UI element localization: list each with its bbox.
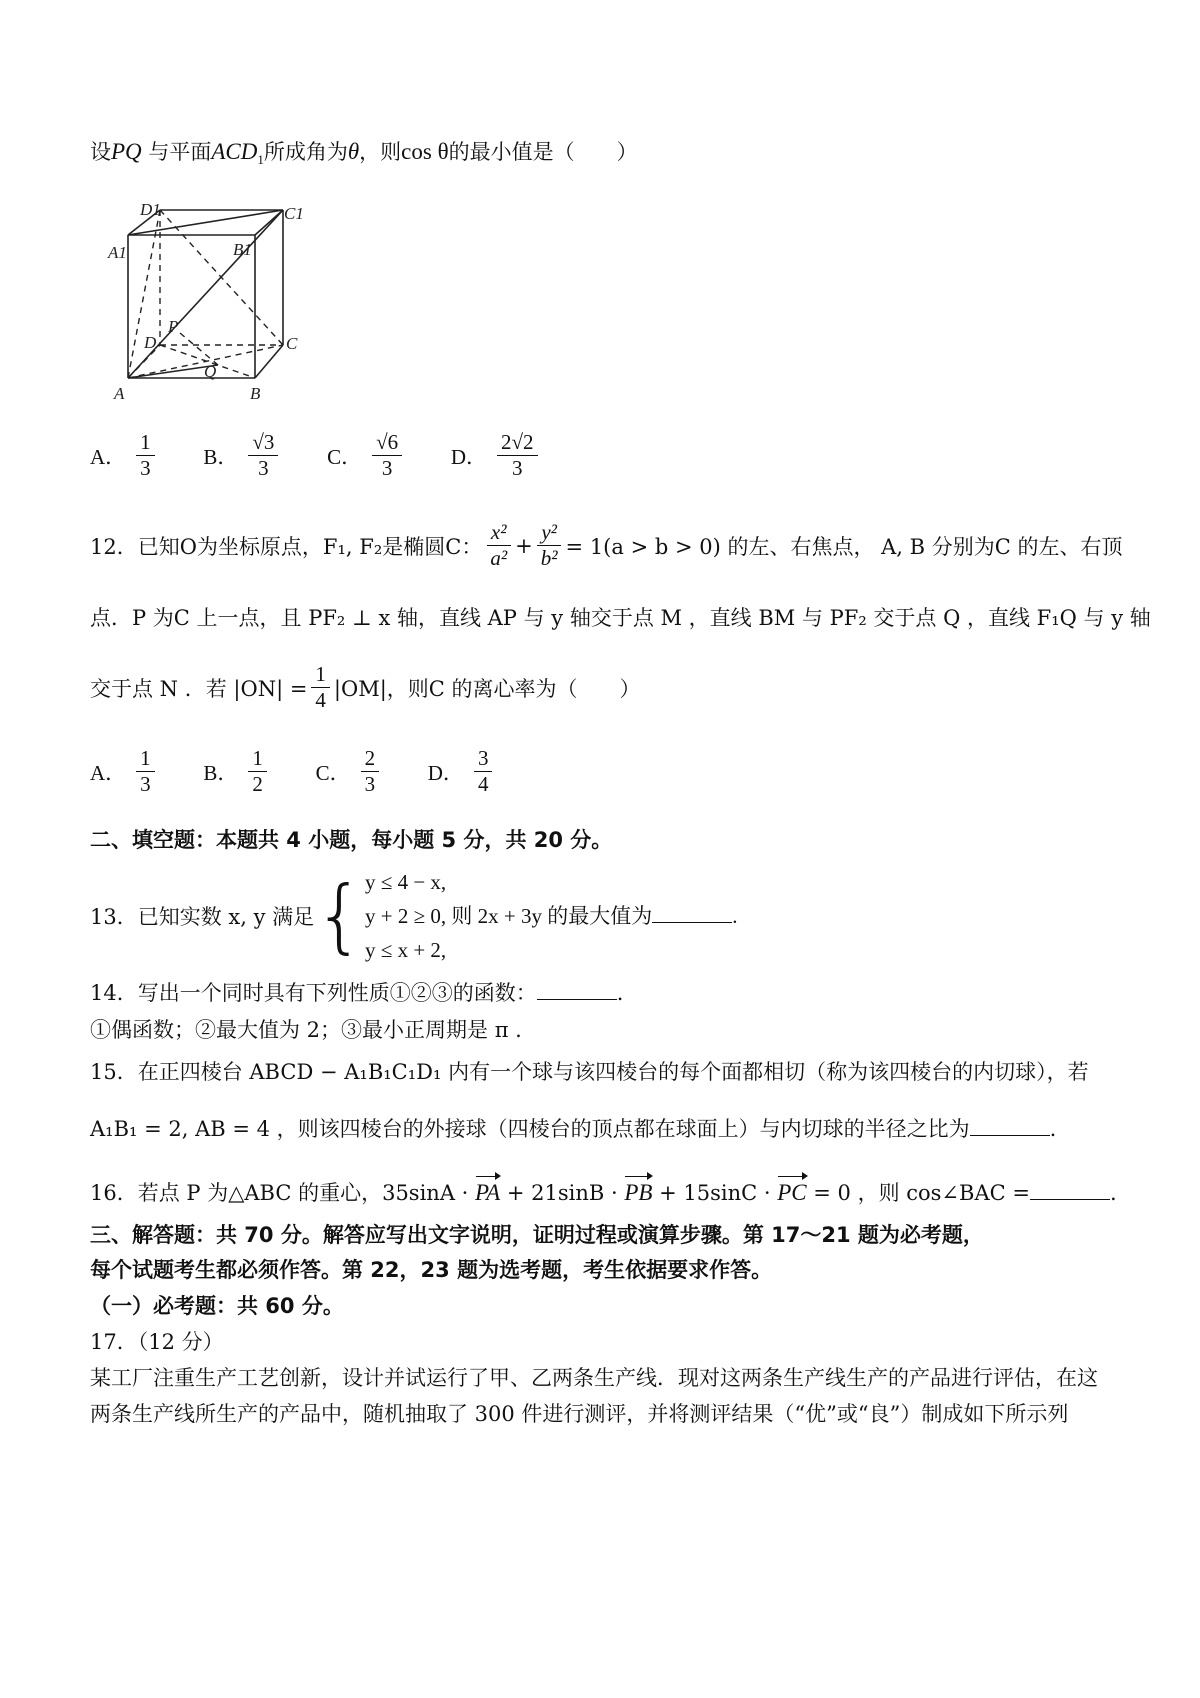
label-a1: A1 xyxy=(108,243,127,262)
q12-option-c[interactable] xyxy=(316,746,384,797)
q13-pre: 13．已知实数 x, y 满足 xyxy=(90,905,315,929)
q11-option-b[interactable] xyxy=(203,430,282,481)
q16-post: = 0 ，则 cos∠BAC = xyxy=(806,1181,1030,1205)
q11-stem-mid2: 所成角为 xyxy=(263,140,348,164)
fraction-num: √3 xyxy=(248,430,278,456)
fraction-num: 2√2 xyxy=(497,430,538,456)
q13 xyxy=(90,865,738,967)
q16-mid1: + 21sinB · xyxy=(500,1181,625,1205)
fraction-den: 2 xyxy=(252,772,263,797)
fraction xyxy=(474,746,493,797)
q11-option-d[interactable] xyxy=(451,430,542,481)
option-label: B． xyxy=(203,444,239,469)
fraction-den: a² xyxy=(490,546,508,571)
vector-pa: PA xyxy=(475,1180,501,1205)
fraction-den: 4 xyxy=(477,772,489,797)
cube-figure xyxy=(100,195,330,410)
fraction xyxy=(361,746,380,797)
fraction-num: 1 xyxy=(248,746,267,772)
section3-heading-line1: 三、解答题：共 70 分。解答应写出文字说明，证明过程或演算步骤。第 17～21 题为必考题， xyxy=(90,1223,984,1247)
q12-option-a[interactable] xyxy=(90,746,159,797)
vector-pb: PB xyxy=(624,1180,653,1205)
q14-line1-text: 14．写出一个同时具有下列性质①②③的函数： xyxy=(90,981,537,1005)
q11-option-a[interactable] xyxy=(90,430,159,481)
fraction xyxy=(248,430,278,481)
q16 xyxy=(90,1177,1117,1207)
q11-stem-mid: 与平面 xyxy=(141,140,212,164)
q12-option-d[interactable] xyxy=(428,746,497,797)
left-brace: { xyxy=(314,869,366,962)
q11-option-c[interactable] xyxy=(327,430,406,481)
q13-system xyxy=(365,865,737,967)
q12-line1-tail: = 1(a > b > 0) 的左、右焦点， A, B 分别为C 的左、右顶 xyxy=(565,534,1123,559)
label-d: D xyxy=(144,333,157,352)
answer-blank[interactable] xyxy=(970,1115,1050,1136)
fraction xyxy=(486,520,511,571)
option-label: D． xyxy=(427,760,464,785)
q11-stem-cos: cos θ xyxy=(401,139,449,164)
q11-options xyxy=(90,430,580,481)
section3-heading-line2: 每个试题考生都必须作答。第 22，23 题为选考题，考生依据要求作答。 xyxy=(90,1258,773,1282)
label-p: P xyxy=(168,317,179,336)
answer-blank[interactable] xyxy=(1030,1179,1110,1200)
q16-mid2: + 15sinC · xyxy=(652,1181,778,1205)
option-label: C． xyxy=(315,760,351,785)
q13-constraint-3: y ≤ x + 2, xyxy=(365,938,447,962)
q12-line1 xyxy=(90,520,1123,571)
fraction xyxy=(311,662,330,713)
q11-stem-theta: θ xyxy=(347,139,360,164)
q17-line2: 两条生产线所生产的产品中，随机抽取了 300 件进行测评，并将测评结果（“优”或“良”）制成如下所示列 xyxy=(90,1402,1069,1426)
q11-stem-plane-sub: 1 xyxy=(257,152,264,168)
q13-constraint-2-row xyxy=(365,899,737,933)
label-b: B xyxy=(250,384,261,403)
q12-line2: 点．P 为C 上一点，且 PF₂ ⊥ x 轴，直线 AP 与 y 轴交于点 M ，直线 BM 与 PF₂ 交于点 Q ，直线 F₁Q 与 y 轴 xyxy=(90,606,1151,630)
q12-line3-post: |OM|，则C 的离心率为（ ） xyxy=(333,676,641,701)
fraction xyxy=(136,430,155,481)
option-label: A． xyxy=(90,760,127,785)
fraction-num: 1 xyxy=(136,746,155,772)
q14-line2: ①偶函数；②最大值为 2；③最小正周期是 π . xyxy=(90,1018,522,1042)
fraction-den: 3 xyxy=(140,456,151,481)
q13-constraint-1: y ≤ 4 − x, xyxy=(365,870,447,894)
q11-stem-pq: PQ xyxy=(111,139,142,164)
fraction xyxy=(136,746,155,797)
q12-options xyxy=(90,746,534,797)
vector-pc: PC xyxy=(777,1180,807,1205)
q15-line1: 15．在正四棱台 ABCD − A₁B₁C₁D₁ 内有一个球与该四棱台的每个面都相切（称为该四棱台的内切球），若 xyxy=(90,1060,1089,1084)
q16-pre: 16．若点 P 为△ABC 的重心，35sinA · xyxy=(90,1181,476,1205)
answer-blank[interactable] xyxy=(537,979,617,1000)
q12-line3-pre: 交于点 N ．若 |ON| = xyxy=(90,676,308,701)
option-label: C． xyxy=(327,444,363,469)
fraction-num: √6 xyxy=(372,430,402,456)
fraction-den: 3 xyxy=(140,772,151,797)
fraction-num: 1 xyxy=(136,430,155,456)
fraction-den: 3 xyxy=(512,456,523,481)
fraction-den: 4 xyxy=(315,688,326,713)
fraction-num: y² xyxy=(537,520,561,546)
label-b1: B1 xyxy=(233,240,252,259)
fraction xyxy=(372,430,402,481)
q17-line1: 某工厂注重生产工艺创新，设计并试运行了甲、乙两条生产线．现对这两条生产线生产的产品进行评估，在这 xyxy=(90,1366,1098,1390)
label-d1-top: D1 xyxy=(140,200,161,219)
label-q: Q xyxy=(204,362,217,381)
section2-heading: 二、填空题：本题共 4 小题，每小题 5 分，共 20 分。 xyxy=(90,828,613,852)
q12-line3 xyxy=(90,662,641,713)
part1-heading: （一）必考题：共 60 分。 xyxy=(90,1294,344,1318)
q14-line1 xyxy=(90,977,623,1007)
fraction-den: b² xyxy=(540,546,558,571)
label-c1: C1 xyxy=(284,204,304,223)
q11-stem-mid3: ，则 xyxy=(359,140,402,164)
q12-option-b[interactable] xyxy=(203,746,271,797)
q15-line2 xyxy=(90,1113,1056,1143)
label-c: C xyxy=(286,334,298,353)
q11-stem-plane: ACD xyxy=(211,139,258,164)
fraction-den: 3 xyxy=(381,456,393,481)
option-label: D． xyxy=(450,444,487,469)
fraction-den: 3 xyxy=(364,772,376,797)
fraction-num: 3 xyxy=(474,746,493,772)
fraction xyxy=(248,746,267,797)
q11-stem xyxy=(90,136,638,168)
fraction-den: 3 xyxy=(258,456,269,481)
q13-constraint-2: y + 2 ≥ 0, 则 2x + 3y 的最大值为 xyxy=(365,904,653,928)
q13-end: . xyxy=(732,904,738,928)
q15-line2-end: . xyxy=(1049,1117,1057,1141)
fraction xyxy=(537,520,562,571)
fraction-num: 2 xyxy=(361,746,380,772)
q11-stem-end: 的最小值是（ ） xyxy=(448,140,638,164)
option-label: B． xyxy=(203,760,239,785)
plus-sign: + xyxy=(515,533,533,558)
q14-line1-end: . xyxy=(616,981,624,1005)
q11-stem-pre: 设 xyxy=(90,140,111,164)
q17-head: 17．（12 分） xyxy=(90,1330,224,1354)
fraction xyxy=(497,430,538,481)
option-label: A． xyxy=(90,444,127,469)
fraction-num: 1 xyxy=(311,662,330,688)
q16-end: . xyxy=(1109,1181,1117,1205)
q15-line2-text: A₁B₁ = 2, AB = 4 ，则该四棱台的外接球（四棱台的顶点都在球面上）与内切球的半径之比为 xyxy=(90,1117,970,1141)
answer-blank[interactable] xyxy=(652,902,732,923)
q12-line1-text: 12．已知O为坐标原点，F₁, F₂是椭圆C： xyxy=(90,534,483,559)
fraction-num: x² xyxy=(487,520,511,546)
label-a: A xyxy=(114,384,125,403)
